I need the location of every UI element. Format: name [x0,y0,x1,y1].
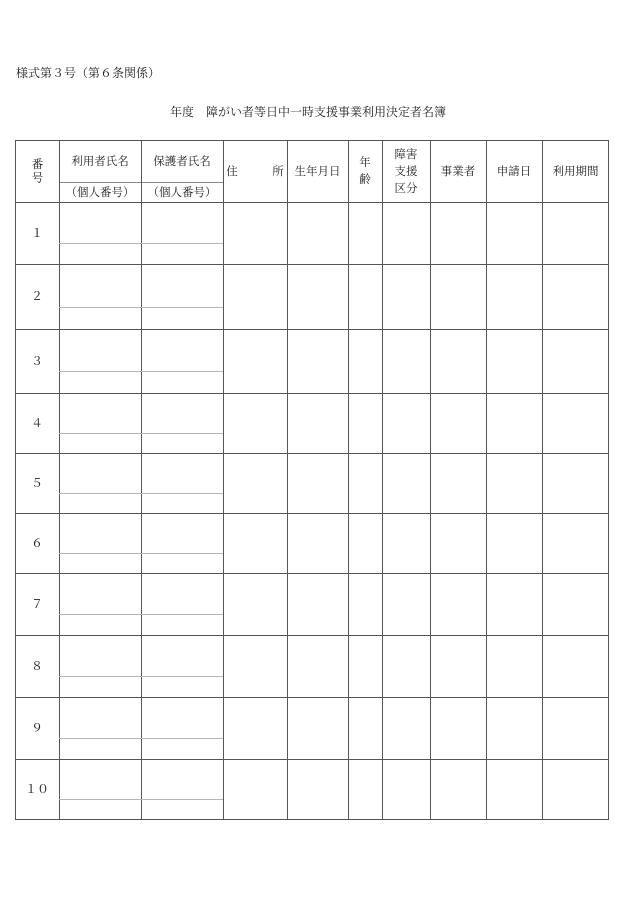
row-number: ７ [30,596,43,611]
row-divider [15,264,609,265]
row-divider [15,329,609,330]
id-number-divider [59,243,223,244]
id-number-divider [59,493,223,494]
row-number: ２ [30,289,43,303]
header-user-id: （個人番号） [65,184,135,199]
header-address: 住 所 [226,163,284,178]
row-divider [15,202,609,203]
id-number-divider [59,614,223,615]
id-number-divider [59,307,223,308]
column-divider [287,140,288,820]
header-disability-class: 障害支援区分 [394,146,418,195]
row-number: ８ [30,658,43,673]
row-divider [15,513,609,514]
row-number: １ [30,225,43,240]
row-number: ６ [30,535,43,550]
table-border [15,140,609,820]
row-number: ５ [30,475,43,490]
row-divider [15,573,609,574]
header-user-name: 利用者氏名 [71,153,129,168]
form-number: 様式第３号（第６条関係） [16,66,161,80]
row-divider [15,635,609,636]
row-number: １０ [24,782,49,796]
column-divider [430,140,431,820]
column-divider [542,140,543,820]
id-number-divider [59,799,223,800]
row-divider [15,697,609,698]
document-title: 年度 障がい者等日中一時支援事業利用決定者名簿 [170,105,447,119]
id-number-divider [59,738,223,739]
id-number-divider [59,676,223,677]
header-age: 年齢 [359,155,371,186]
row-number: ９ [30,720,43,735]
column-divider [141,140,142,820]
header-birthdate: 生年月日 [294,163,341,178]
id-number-divider [59,433,223,434]
row-divider [15,393,609,394]
column-divider [59,140,60,820]
id-number-divider [59,371,223,372]
row-number: ３ [30,353,43,368]
row-divider [15,453,609,454]
register-table [15,140,609,820]
row-number: ４ [30,415,43,430]
header-guardian-id: （個人番号） [147,184,217,199]
column-divider [348,140,349,820]
header-usage-period: 利用期間 [552,163,599,178]
header-provider: 事業者 [440,163,476,178]
row-divider [15,759,609,760]
header-number: 番号 [30,157,45,185]
column-divider [223,140,224,820]
column-divider [382,140,383,820]
header-application-date: 申請日 [496,163,532,178]
column-divider [486,140,487,820]
id-number-divider [59,553,223,554]
header-guardian-name: 保護者氏名 [153,153,211,168]
